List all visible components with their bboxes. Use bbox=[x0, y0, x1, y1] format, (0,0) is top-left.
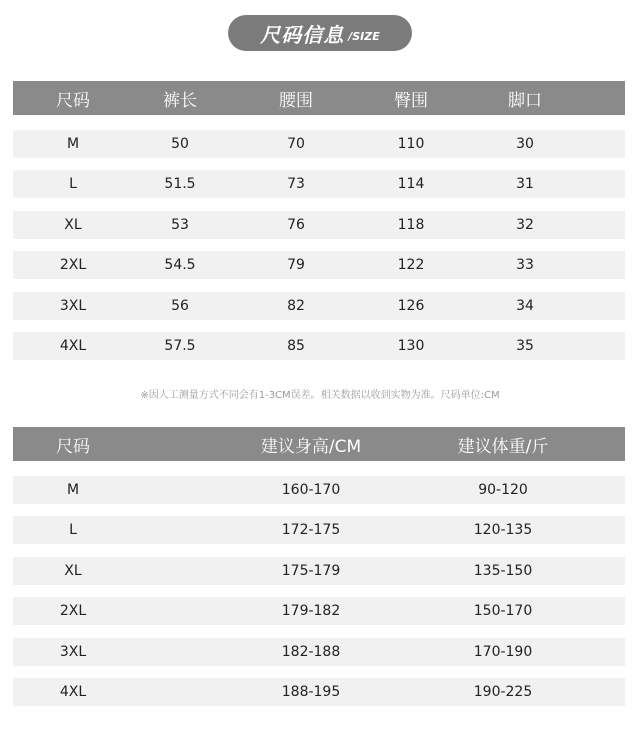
table-cell: 34 bbox=[516, 297, 534, 314]
header-cell-weight: 建议体重/斤 bbox=[457, 436, 549, 457]
table-cell: 130 bbox=[397, 338, 425, 354]
header-cell-height: 建议身高/CM bbox=[260, 436, 362, 457]
header-cell-hem: 脚口 bbox=[508, 90, 542, 111]
table-cell: 32 bbox=[516, 216, 534, 233]
table-cell: 2XL bbox=[59, 257, 87, 274]
table-cell: M bbox=[66, 136, 80, 152]
table-cell: 79 bbox=[287, 257, 305, 274]
table-cell: 188-195 bbox=[281, 684, 341, 700]
table-header-row bbox=[13, 81, 625, 115]
table-row bbox=[13, 332, 625, 360]
header-cell-size: 尺码 bbox=[56, 90, 90, 111]
table-cell: 150-170 bbox=[473, 603, 533, 620]
table-row bbox=[13, 476, 625, 504]
table-cell: 160-170 bbox=[281, 482, 341, 498]
table-cell: 57.5 bbox=[164, 338, 196, 354]
table-cell: 135-150 bbox=[473, 562, 533, 579]
table-cell: L bbox=[69, 522, 77, 539]
title-main: 尺码信息 bbox=[260, 22, 345, 47]
table-cell: XL bbox=[64, 216, 82, 233]
table-cell: 50 bbox=[171, 136, 189, 152]
table-cell: 85 bbox=[287, 338, 305, 354]
table-cell: 175-179 bbox=[281, 562, 341, 579]
table-row bbox=[13, 597, 625, 625]
table-cell: 3XL bbox=[59, 297, 87, 314]
table-cell: 33 bbox=[516, 257, 534, 274]
table-cell: 4XL bbox=[59, 684, 87, 700]
table-row bbox=[13, 557, 625, 585]
table-cell: 4XL bbox=[59, 338, 87, 354]
table-cell: 2XL bbox=[59, 603, 87, 620]
table-cell: 120-135 bbox=[473, 522, 533, 539]
title-banner bbox=[228, 15, 412, 51]
table-cell: 179-182 bbox=[281, 603, 341, 620]
table-cell: 172-175 bbox=[281, 522, 341, 539]
table-cell: 31 bbox=[516, 176, 534, 193]
table-cell: 51.5 bbox=[164, 176, 196, 193]
table-cell: XL bbox=[64, 562, 82, 579]
table-row bbox=[13, 211, 625, 239]
measurement-note: ※因人工测量方式不同会有1-3CM误差。相关数据以收到实物为准。尺码单位:CM bbox=[140, 390, 500, 401]
table-row bbox=[13, 516, 625, 544]
table-cell: 3XL bbox=[59, 643, 87, 660]
table-header-row bbox=[13, 427, 625, 461]
table-cell: 190-225 bbox=[473, 684, 533, 700]
table-cell: 118 bbox=[397, 216, 425, 233]
table-row bbox=[13, 678, 625, 706]
table-cell: 53 bbox=[171, 216, 189, 233]
table-cell: 73 bbox=[287, 176, 305, 193]
table-cell: 90-120 bbox=[478, 482, 528, 498]
table-cell: 114 bbox=[397, 176, 425, 193]
table-row bbox=[13, 130, 625, 158]
header-cell-hip: 臀围 bbox=[394, 90, 428, 111]
header-cell-waist: 腰围 bbox=[279, 90, 313, 111]
table-cell: 126 bbox=[397, 297, 425, 314]
table-cell: M bbox=[66, 482, 80, 498]
title-sub: /SIZE bbox=[348, 29, 380, 43]
header-cell-length: 裤长 bbox=[163, 90, 197, 111]
table-cell: 82 bbox=[287, 297, 305, 314]
table-cell: 170-190 bbox=[473, 643, 533, 660]
table-cell: 122 bbox=[397, 257, 425, 274]
table-cell: 56 bbox=[171, 297, 189, 314]
header-cell-size: 尺码 bbox=[56, 436, 90, 457]
table-row bbox=[13, 638, 625, 666]
table-cell: 76 bbox=[287, 216, 305, 233]
table-cell: 182-188 bbox=[281, 643, 341, 660]
table-cell: 35 bbox=[516, 338, 534, 354]
table-row bbox=[13, 292, 625, 320]
table-cell: 70 bbox=[287, 136, 305, 152]
table-cell: 30 bbox=[516, 136, 534, 152]
table-cell: L bbox=[69, 176, 77, 193]
table-cell: 54.5 bbox=[164, 257, 196, 274]
table-cell: 110 bbox=[397, 136, 425, 152]
table-row bbox=[13, 251, 625, 279]
table-row bbox=[13, 170, 625, 198]
